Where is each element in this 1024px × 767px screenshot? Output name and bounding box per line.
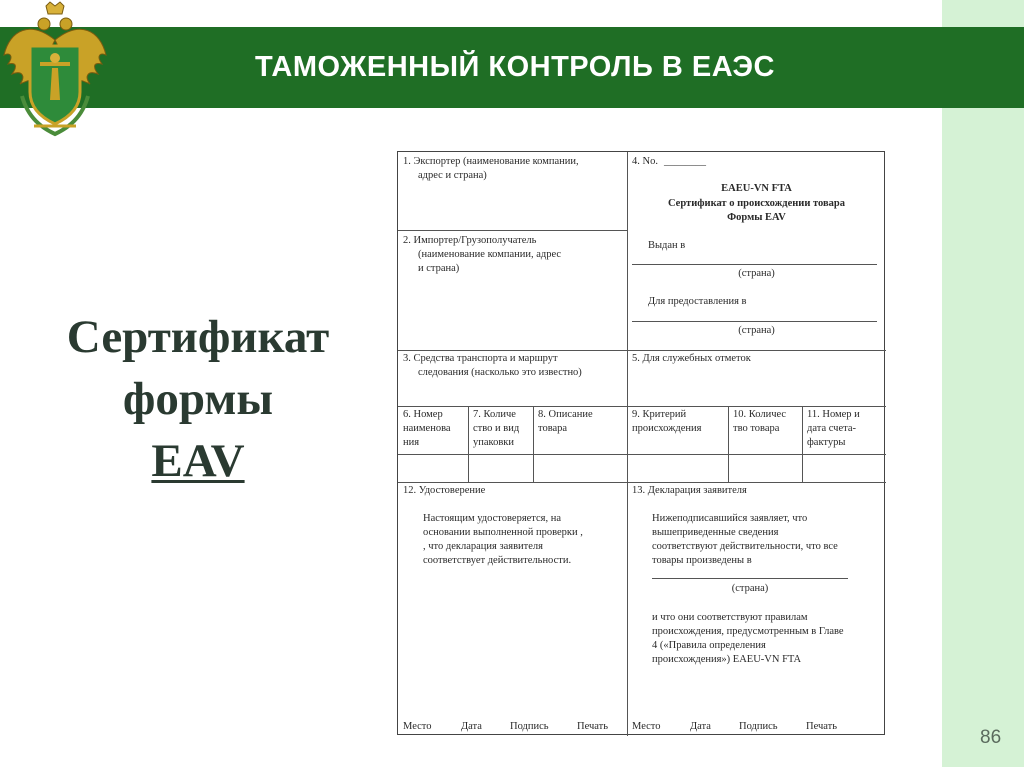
form-divider [533, 406, 534, 482]
col7-label: 7. Количе [473, 409, 516, 420]
box13-text-7: 4 («Правила определения [652, 640, 766, 651]
left-slide-heading [40, 306, 356, 492]
box4-country-2: (страна) [738, 325, 775, 336]
col6-label-3: ния [403, 437, 420, 448]
col10-label-2: тво товара [733, 423, 780, 434]
box13-text-2: вышеприведенные сведения [652, 527, 779, 538]
box12-footer-date: Дата [461, 721, 482, 732]
box5-label: 5. Для служебных отметок [632, 353, 751, 364]
box4-for-submission: Для предоставления в [648, 296, 747, 307]
box12-text-3: , что декларация заявителя [423, 541, 543, 552]
heading-line-2: формы [122, 373, 274, 425]
box12-footer-place: Место [403, 721, 432, 732]
box13-footer-stamp: Печать [806, 721, 838, 732]
box13-text-8: происхождения») EAEU-VN FTA [652, 654, 802, 665]
right-decorative-strip [942, 0, 1024, 767]
box4-blank-line [632, 264, 877, 265]
box4-cert-title: Сертификат о происхождении товара [667, 198, 846, 209]
box4-issued-in: Выдан в [648, 240, 686, 251]
box4-number-label: 4. No. [632, 156, 658, 167]
col10-label: 10. Количес [733, 409, 787, 420]
col6-label-2: наименова [403, 423, 451, 434]
col7-label-2: ство и вид [473, 423, 520, 434]
col9-label-2: происхождения [632, 423, 702, 434]
box13-country: (страна) [731, 583, 769, 594]
box3-label: 3. Средства транспорта и маршрут [403, 353, 558, 364]
box13-blank-line [652, 578, 848, 579]
box13-text-1: Нижеподписавшийся заявляет, что [652, 513, 808, 524]
col7-label-3: упаковки [473, 437, 515, 448]
box1-label: 1. Экспортер (наименование компании, [403, 156, 579, 167]
box12-title: 12. Удостоверение [403, 485, 486, 496]
form-divider [398, 482, 886, 483]
col8-label-2: товара [538, 423, 568, 434]
box13-title: 13. Декларация заявителя [632, 485, 747, 496]
col11-label-2: дата счета- [807, 423, 856, 434]
col11-label-3: фактуры [807, 437, 846, 448]
box13-footer-date: Дата [690, 721, 711, 732]
box13-text-3: соответствуют действительности, что все [652, 541, 838, 552]
box12-footer-sign: Подпись [510, 721, 549, 732]
box1-label-2: адрес и страна) [418, 170, 487, 181]
box12-text-1: Настоящим удостоверяется, на [423, 513, 562, 524]
box4-fta: EAEU-VN FTA [721, 183, 792, 194]
box12-footer-stamp: Печать [577, 721, 609, 732]
heading-line-3: EAV [151, 435, 245, 487]
col6-label: 6. Номер [403, 409, 443, 420]
heading-line-1: Сертификат [66, 311, 330, 363]
box13-text-5: и что они соответствуют правилам [652, 612, 808, 623]
form-divider [398, 230, 627, 231]
form-divider [398, 406, 886, 407]
col9-label: 9. Критерий [632, 409, 687, 420]
form-divider [468, 406, 469, 482]
box4-number-blank: ________ [664, 156, 706, 167]
customs-emblem-icon [0, 0, 110, 138]
box13-footer-place: Место [632, 721, 661, 732]
form-divider [627, 406, 628, 736]
box12-text-4: соответствует действительности. [423, 555, 572, 566]
box13-footer-sign: Подпись [739, 721, 778, 732]
form-divider [627, 350, 628, 406]
box3-label-2: следования (насколько это известно) [418, 367, 582, 378]
box4-blank-line [632, 321, 877, 322]
form-divider [728, 406, 729, 482]
box2-label: 2. Импортер/Грузополучатель [403, 235, 537, 246]
slide-number: 86 [980, 727, 1002, 748]
box2-label-2: (наименование компании, адрес [418, 249, 562, 260]
form-divider [802, 406, 803, 482]
box2-label-3: и страна) [418, 263, 460, 274]
box4-cert-form: Формы EAV [727, 212, 786, 223]
form-divider [398, 350, 886, 351]
col8-label: 8. Описание [538, 409, 593, 420]
form-divider [398, 454, 886, 455]
box4-country-1: (страна) [738, 268, 775, 279]
col11-label: 11. Номер и [807, 409, 860, 420]
slide-title: ТАМОЖЕННЫЙ КОНТРОЛЬ В ЕАЭС [255, 51, 775, 83]
box13-text-6: происхождения, предусмотренным в Главе [652, 626, 844, 637]
box12-text-2: основании выполненной проверки , [423, 527, 583, 538]
certificate-form [397, 151, 885, 735]
box13-text-4: товары произведены в [652, 555, 752, 566]
